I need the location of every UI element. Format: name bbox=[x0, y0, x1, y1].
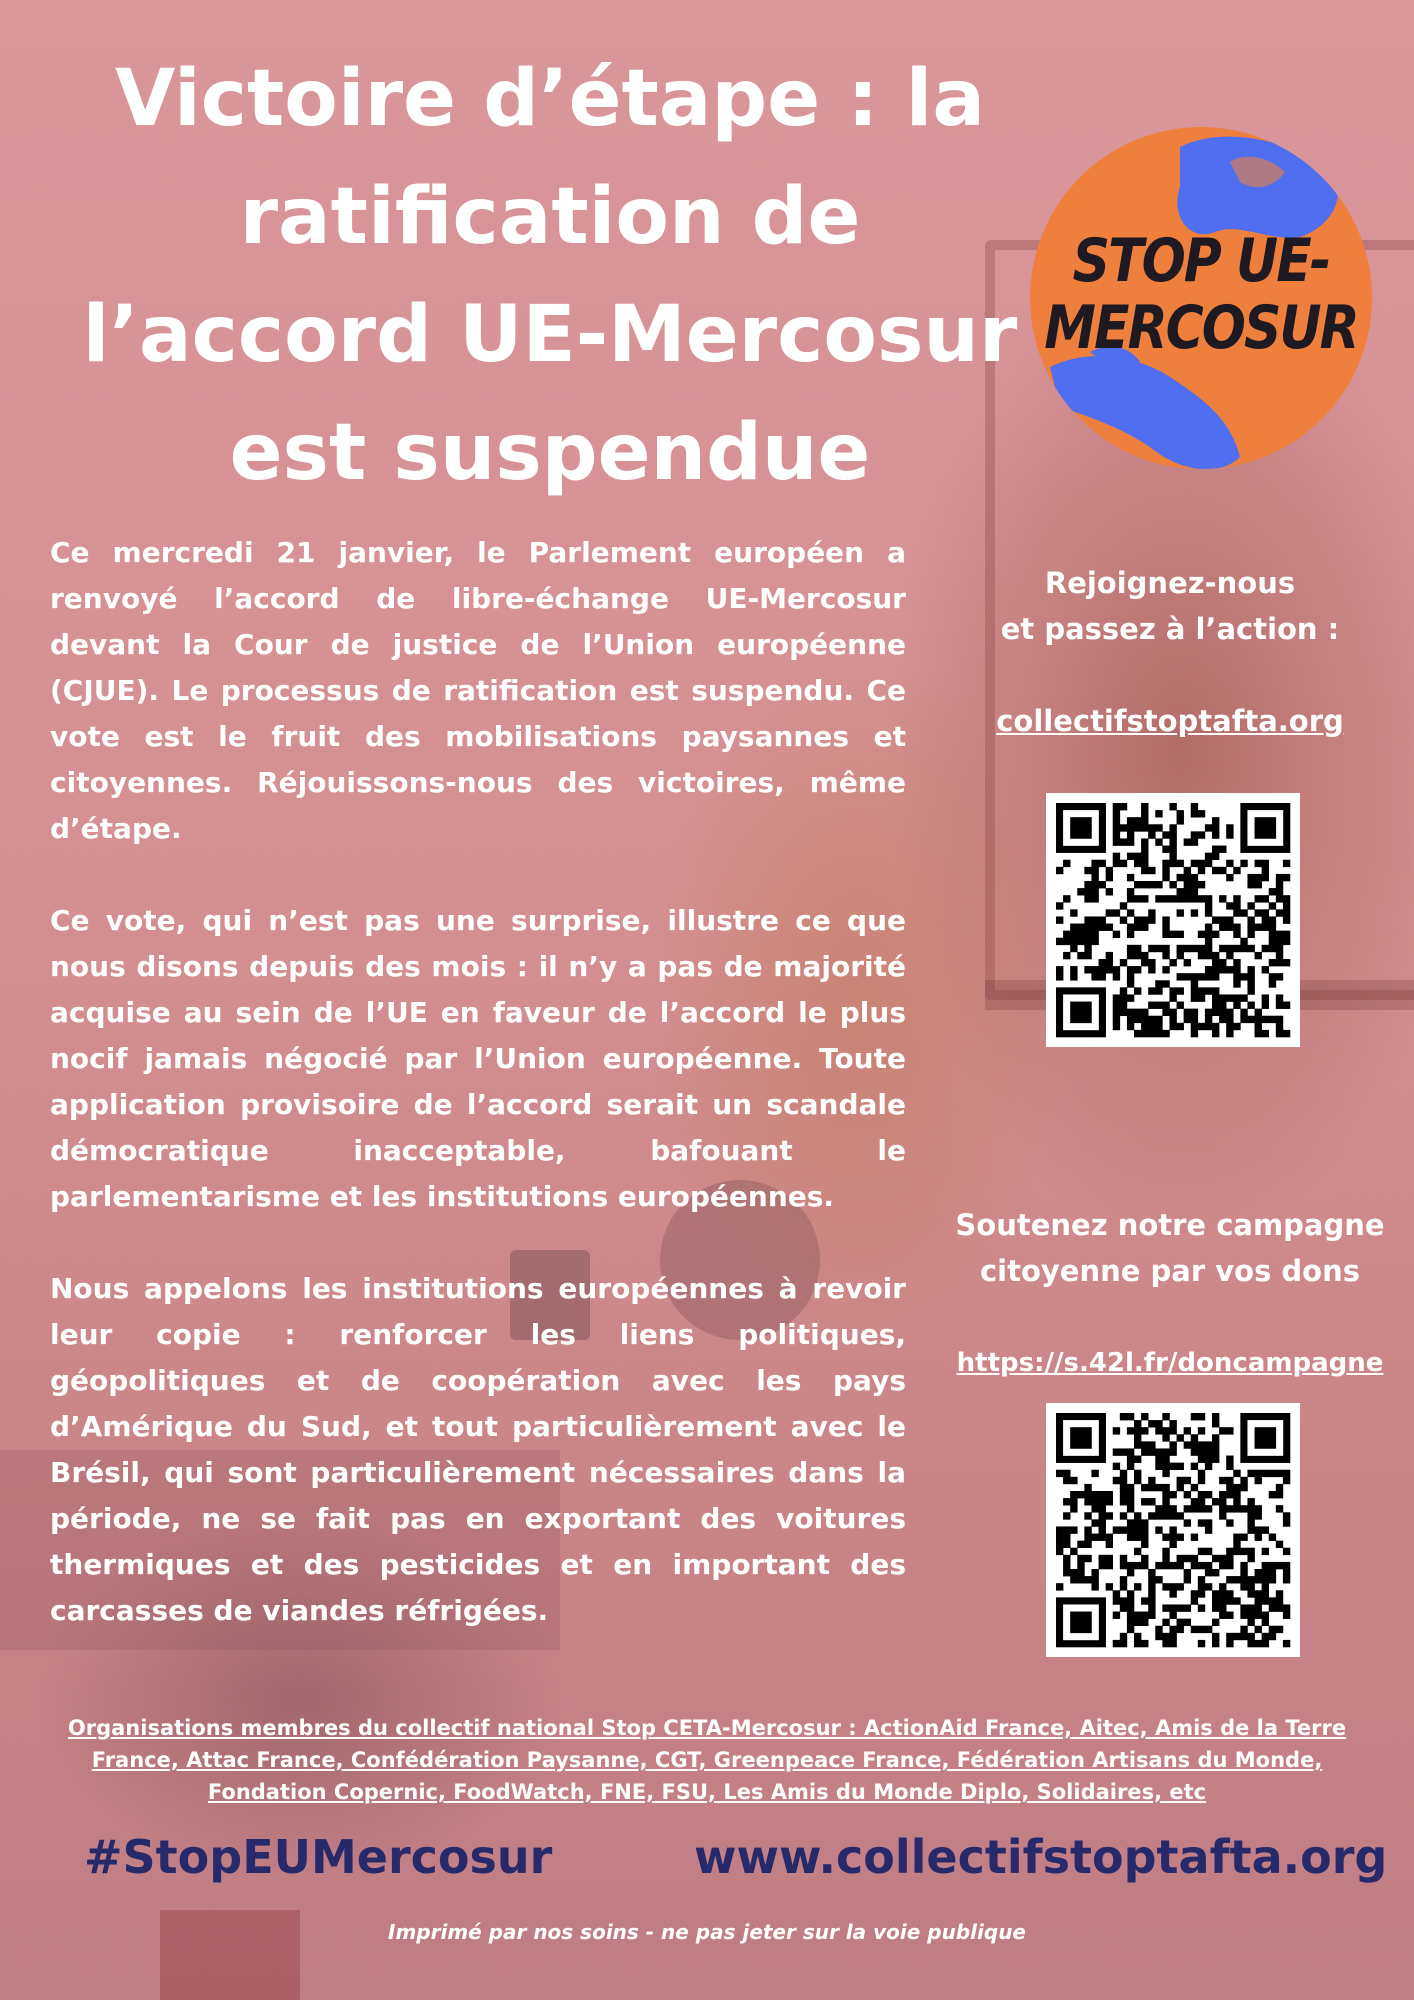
donate-qr-code bbox=[1046, 1403, 1300, 1657]
logo-text-line2: MERCOSUR bbox=[1044, 293, 1358, 363]
donate-line-1: Soutenez notre campagne bbox=[955, 1208, 1385, 1242]
paragraph-3: Nous appelons les institutions européennes à revoir leur copie : renforcer les liens politiques, géopolitiques et de coopération avec les pays d’Amérique du Sud, et tout particulièrement avec le Brésil, qui sont particulièrement nécessaires dans la période, ne se fait pas en exportant des voitures thermiques et des pesticides et en important des carcasses de viandes réfrigées. bbox=[50, 1272, 906, 1627]
paragraph-1: Ce mercredi 21 janvier, le Parlement européen a renvoyé l’accord de libre-échange UE-Mercosur devant la Cour de justice de l’Union européenne (CJUE). Le processus de ratification est suspendu. Ce vote est le fruit des mobilisations paysannes et citoyennes. Réjouissons-nous des victoires, même d’étape. bbox=[50, 536, 906, 845]
donate-link[interactable]: https://s.42l.fr/doncampagne bbox=[956, 1348, 1384, 1378]
stop-ue-mercosur-logo bbox=[1030, 127, 1372, 469]
website-link[interactable]: www.collectifstoptafta.org bbox=[694, 1830, 1388, 1884]
member-organisations: Organisations membres du collectif national Stop CETA-Mercosur : ActionAid France, Aitec, Amis de la Terre France, Attac France, Confédération Paysanne, CGT, Greenpeace France, Fédération Artisans du Monde, Fondation Copernic, FoodWatch, FNE, FSU, Les Amis du Monde Diplo, Solidaires, etc bbox=[67, 1716, 1347, 1804]
donate-line-2: citoyenne par vos dons bbox=[979, 1254, 1361, 1288]
join-qr-code bbox=[1046, 793, 1300, 1047]
footer-notice: Imprimé par nos soins - ne pas jeter sur la voie publique bbox=[388, 1920, 1026, 1944]
page-title: Victoire d’étape : la ratification de l’accord UE-Mercosur est suspendue bbox=[82, 54, 1018, 498]
qr-code-graphic bbox=[1046, 1403, 1300, 1657]
join-line-2: et passez à l’action : bbox=[1000, 612, 1340, 646]
hashtag: #StopEUMercosur bbox=[84, 1830, 553, 1884]
join-link[interactable]: collectifstoptafta.org bbox=[996, 704, 1344, 738]
qr-code-graphic bbox=[1046, 793, 1300, 1047]
sidebar bbox=[950, 560, 1390, 744]
paragraph-2: Ce vote, qui n’est pas une surprise, illustre ce que nous disons depuis des mois : il n’y a pas de majorité acquise au sein de l’UE en faveur de l’accord le plus nocif jamais négocié par l’Union européenne. Toute application provisoire de l’accord serait un scandale démocratique inacceptable, bafouant le parlementarisme et les institutions européennes. bbox=[50, 904, 906, 1213]
logo-text bbox=[1030, 228, 1372, 361]
logo-text-line1: STOP UE- bbox=[1072, 227, 1330, 297]
donate-block bbox=[950, 1202, 1390, 1386]
join-line-1: Rejoignez-nous bbox=[1044, 566, 1296, 600]
main-text bbox=[50, 530, 906, 1680]
